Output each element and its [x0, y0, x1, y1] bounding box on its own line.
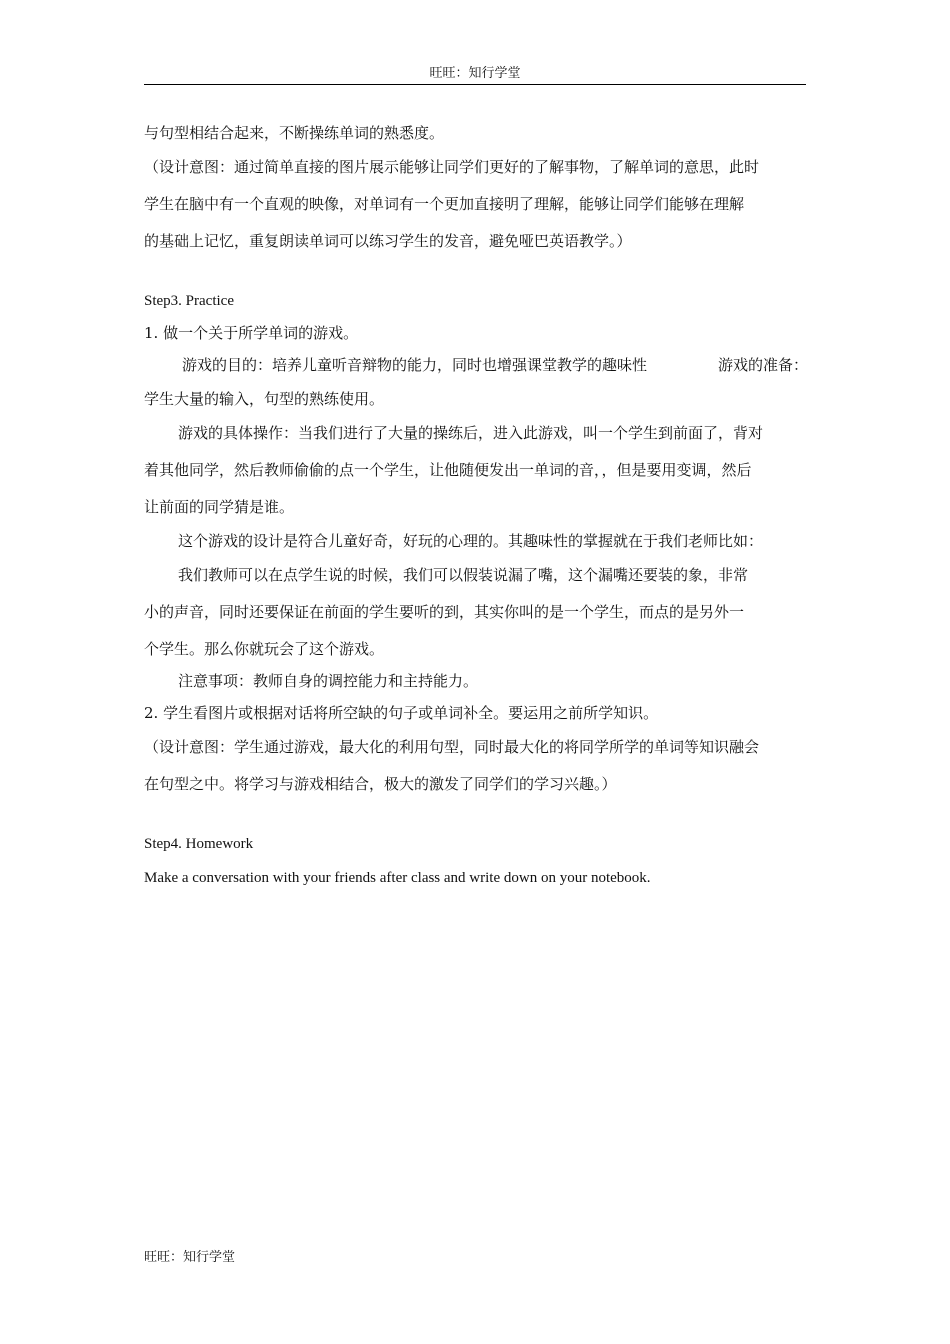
- practice-item-2: 2. 学生看图片或根据对话将所空缺的句子或单词补全。要运用之前所学知识。: [144, 704, 659, 722]
- game-operation-line-3: 让前面的同学猜是谁。: [144, 498, 295, 516]
- step3-heading: Step3. Practice: [144, 293, 234, 309]
- step4-heading: Step4. Homework: [144, 836, 254, 852]
- game-purpose-line: [144, 354, 808, 376]
- game-preparation: 学生大量的输入，句型的熟练使用。: [144, 390, 385, 408]
- design-intent-2-line-2: 在句型之中。将学习与游戏相结合，极大的激发了同学们的学习兴趣。）: [144, 775, 617, 793]
- design-intent-1-line-3: 的基础上记忆，重复朗读单词可以练习学生的发音，避免哑巴英语教学。）: [144, 232, 632, 250]
- game-notes: 注意事项：教师自身的调控能力和主持能力。: [178, 672, 479, 690]
- teacher-tip-line-1: 我们教师可以在点学生说的时候，我们可以假装说漏了嘴，这个漏嘴还要装的象，非常: [178, 566, 749, 584]
- game-operation-line-2: 着其他同学，然后教师偷偷的点一个学生，让他随便发出一单词的音，，但是要用变调，然后: [144, 461, 752, 479]
- page-header: 旺旺：知行学堂: [144, 64, 806, 85]
- page-footer: 旺旺：知行学堂: [144, 1250, 236, 1265]
- teacher-tip-line-2: 小的声音，同时还要保证在前面的学生要听的到，其实你叫的是一个学生，而点的是另外一: [144, 603, 745, 621]
- homework-text: Make a conversation with your friends after class and write down on your notebook.: [144, 870, 651, 886]
- game-preparation-label: 游戏的准备：: [717, 356, 808, 374]
- design-intent-1-line-2: 学生在脑中有一个直观的映像，对单词有一个更加直接明了理解，能够让同学们能够在理解: [144, 195, 745, 213]
- design-intent-2-line-1: （设计意图：学生通过游戏，最大化的利用句型，同时最大化的将同学所学的单词等知识融会: [144, 738, 760, 756]
- design-intent-1-line-1: （设计意图：通过简单直接的图片展示能够让同学们更好的了解事物，了解单词的意思，此时: [144, 158, 760, 176]
- teacher-tip-line-3: 个学生。那么你就玩会了这个游戏。: [144, 640, 385, 658]
- game-operation-line-1: 游戏的具体操作：当我们进行了大量的操练后，进入此游戏，叫一个学生到前面了，背对: [178, 424, 764, 442]
- practice-item-1: 1. 做一个关于所学单词的游戏。: [144, 324, 359, 342]
- document-body: [144, 122, 808, 889]
- paragraph-sentence-practice: 与句型相结合起来，不断操练单词的熟悉度。: [144, 124, 445, 142]
- game-purpose: 游戏的目的：培养儿童听音辩物的能力，同时也增强课堂教学的趣味性: [182, 356, 648, 374]
- game-design-line: 这个游戏的设计是符合儿童好奇，好玩的心理的。其趣味性的掌握就在于我们老师比如：: [178, 532, 764, 550]
